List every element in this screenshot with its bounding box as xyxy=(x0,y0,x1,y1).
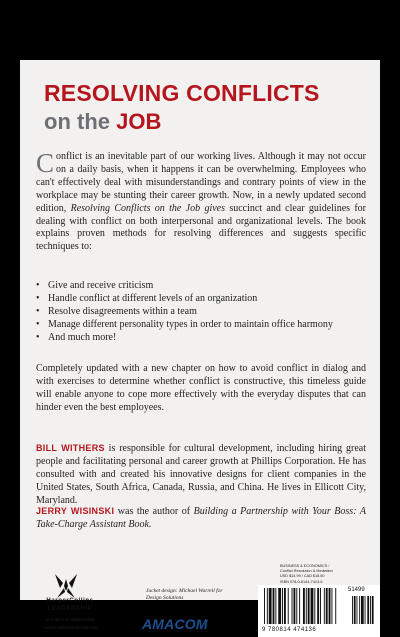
barcode-bar xyxy=(329,588,331,624)
list-item: • Resolve disagreements within a team xyxy=(36,306,366,319)
title-line-1: RESOLVING CONFLICTS xyxy=(44,80,320,106)
intro-book-title: Resolving Conflicts on the Job gives xyxy=(70,202,225,214)
category-line: Conflict Resolution & Mediation xyxy=(280,569,333,574)
barcode-bar xyxy=(354,596,356,624)
list-item: • And much more! xyxy=(36,332,366,345)
barcode-bar xyxy=(288,588,289,624)
barcode-bar xyxy=(296,588,297,624)
barcode-bar xyxy=(293,588,295,624)
price-line: USD $14.99 / CAD $18.50 xyxy=(280,574,325,579)
list-item: • Handle conflict at different levels of an organization xyxy=(36,293,366,306)
list-item: • Manage different personality types in order to maintain office harmony xyxy=(36,319,366,332)
author-book-title: Building a Partnership with Your Boss: A Take-Charge Assistant Book. xyxy=(36,506,367,530)
barcode-bar xyxy=(352,596,353,624)
barcode-bar xyxy=(299,588,300,624)
technique-list xyxy=(36,280,366,345)
barcode-bar xyxy=(367,596,369,624)
barcode-bar xyxy=(317,588,319,624)
barcode-bar xyxy=(311,588,314,624)
publisher-url: harpercollinsleadership.com xyxy=(44,625,98,630)
barcode-bar xyxy=(357,596,358,624)
barcode-bar xyxy=(269,588,272,624)
intro-text: onflict is an inevitable part of our working lives. Although it may not occur on a daily basis, when it happens it can be overwhelming. Employees who can't effectively deal with misunderstandings and contrary points of view in the workplace may be stunting their career growth. Now, in a newly updated second edition, xyxy=(36,151,366,214)
barcode-bar xyxy=(264,588,265,624)
barcode-bar xyxy=(308,588,310,624)
author-bio-wisinski xyxy=(36,505,366,531)
author-bio-withers xyxy=(36,442,366,507)
amacom-logo: AMACOM xyxy=(142,616,208,632)
barcode-bar xyxy=(372,596,374,624)
isbn-line: ISBN 978-0-8144-7413-6 xyxy=(280,579,323,584)
publisher-imprint: An Imprint of HarperCollins xyxy=(44,617,96,622)
cover-page xyxy=(20,60,380,633)
author-bio-text: is responsible for cultural development, including hiring great people and facilitating personal and career growth at Phillips Corporation. He has consulted with and created his innovative designs for client companies in the United States, South Africa, Canada, Russia, and China. He lives in Ellicott City, Maryland. xyxy=(36,443,366,506)
barcode-bar xyxy=(324,588,325,624)
barcode-bar xyxy=(361,596,364,624)
barcode-bar xyxy=(275,588,276,624)
barcode-bar xyxy=(359,596,360,624)
barcode-digits: 9 780814 474136 xyxy=(262,627,317,633)
barcode-bar xyxy=(292,588,293,624)
barcode-bar xyxy=(335,588,336,624)
harpercollins-flame-icon xyxy=(52,573,80,599)
publisher-name-line-2: LEADERSHIP xyxy=(47,605,93,612)
barcode-bar xyxy=(365,596,366,624)
barcode-bar xyxy=(267,588,268,624)
barcode-bar xyxy=(278,588,281,624)
book-metadata xyxy=(280,564,380,585)
title-job: JOB xyxy=(116,109,162,134)
barcode-bar xyxy=(370,596,371,624)
barcode-bar xyxy=(282,588,283,624)
publisher-name xyxy=(30,598,110,613)
publisher-name-line-1: HarperCollins xyxy=(46,598,94,604)
barcode-bar xyxy=(331,588,332,624)
barcode-bars xyxy=(264,588,374,626)
summary-paragraph: Completely updated with a new chapter on how to avoid conflict in dialog and with exercises to determine whether conflict is constructive, this timeless guide will enable anyone to cope more effectively with the everyday disputes that can hinder even the best employees. xyxy=(36,363,366,413)
title-on-the: on the xyxy=(44,109,110,134)
author-name-wisinski: JERRY WISINSKI xyxy=(36,506,115,516)
barcode-bar xyxy=(273,588,275,624)
list-item: • Give and receive criticism xyxy=(36,280,366,293)
barcode-bar xyxy=(326,588,328,624)
author-bio-text: was the author of xyxy=(114,506,194,517)
isbn-barcode xyxy=(258,585,380,637)
barcode-bar xyxy=(320,588,321,624)
barcode-addon-digits: 51499 xyxy=(348,587,365,593)
barcode-bar xyxy=(284,588,286,624)
category-line: BUSINESS & ECONOMICS / xyxy=(280,564,330,568)
barcode-bar xyxy=(303,588,305,624)
jacket-design-credit: Jacket design: Michael Warrell for Design Solutions xyxy=(146,588,223,601)
intro-paragraph xyxy=(36,148,367,254)
barcode-bar xyxy=(306,588,307,624)
barcode-bar xyxy=(314,588,315,624)
intro-text-2: succinct and clear guidelines for dealing with conflict on both interpersonal and organizational levels. The book explains proven methods for resolving differences and suggests specific techniques to: xyxy=(36,202,367,253)
author-name-withers: BILL WITHERS xyxy=(36,443,105,453)
drop-cap: C xyxy=(36,148,55,178)
title-line-2 xyxy=(44,111,161,133)
